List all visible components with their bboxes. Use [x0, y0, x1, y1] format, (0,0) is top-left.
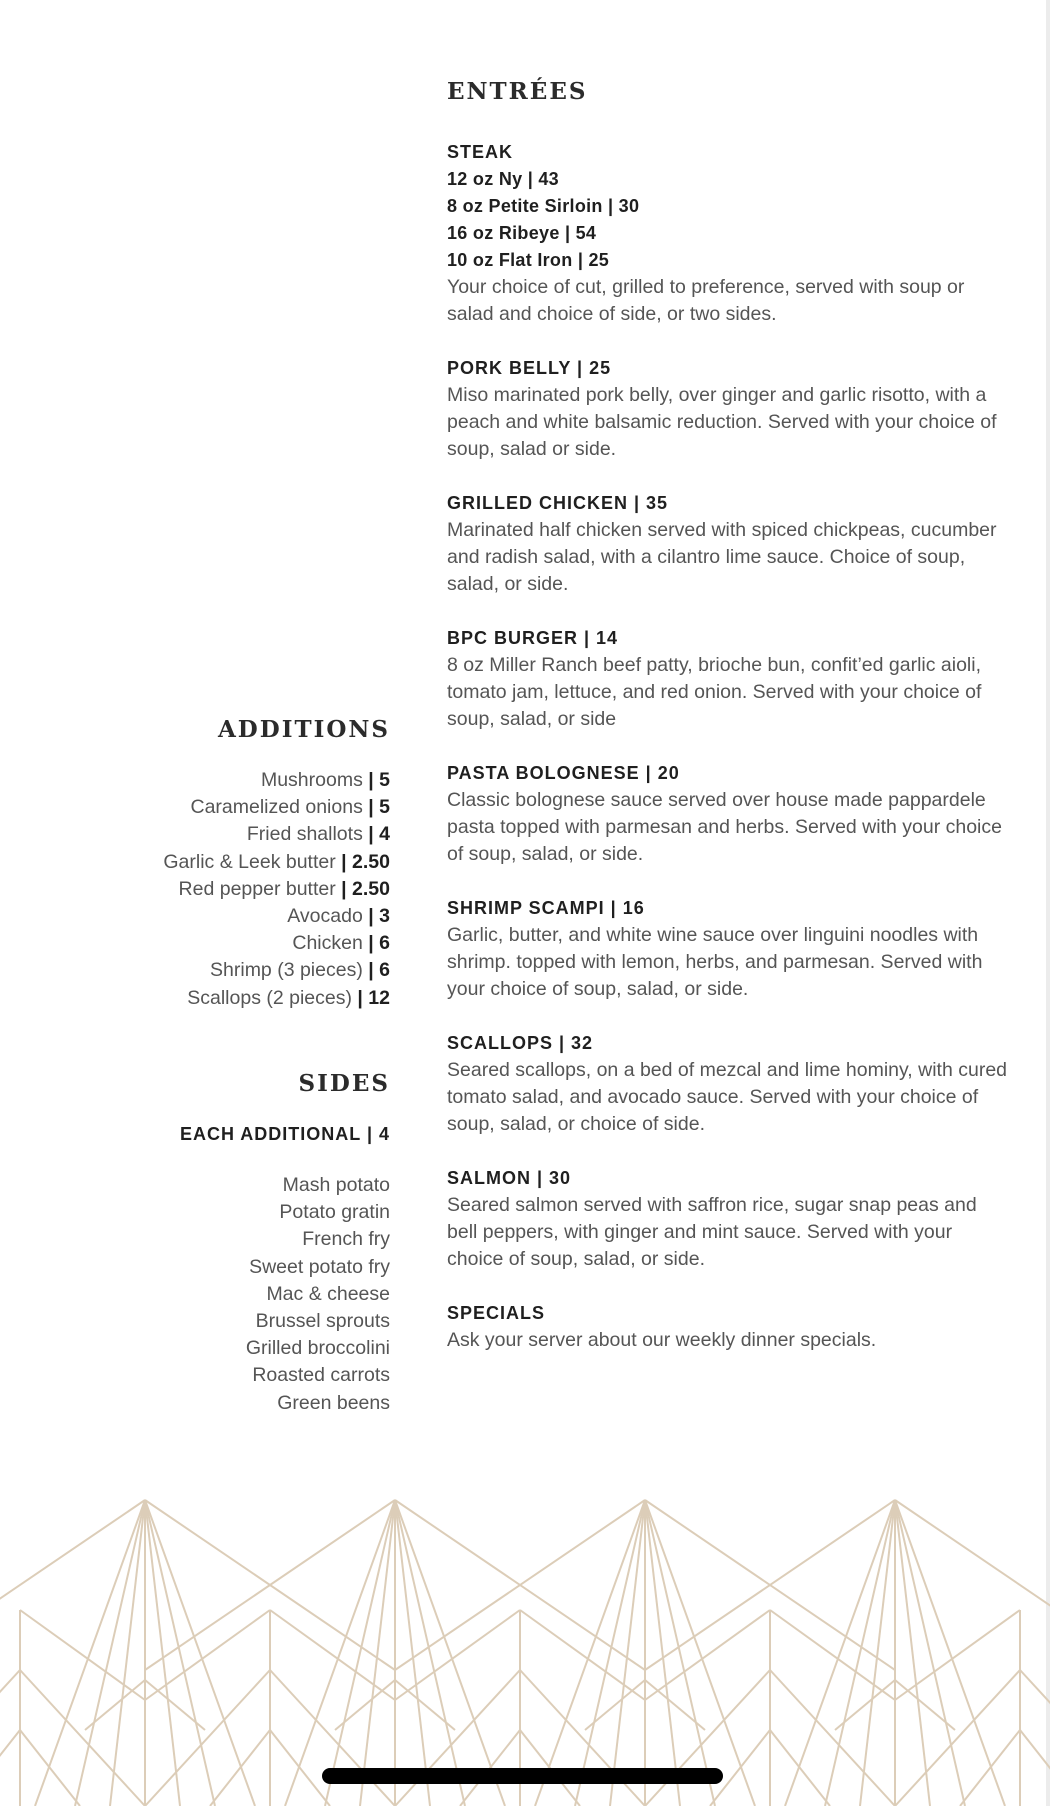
- steak-cut: 12 oz Ny | 43: [447, 169, 559, 189]
- side-item: Green beens: [277, 1391, 390, 1414]
- addition-name: Chicken: [292, 932, 363, 955]
- side-item: Potato gratin: [279, 1201, 390, 1224]
- item-title: SHRIMP SCAMPI | 16: [447, 898, 645, 918]
- pattern-stroke: [835, 1680, 895, 1730]
- pattern-stroke: [585, 1680, 645, 1730]
- addition-price: 2.50: [352, 850, 390, 873]
- pattern-stroke: [395, 1500, 465, 1806]
- pattern-stroke: [710, 1730, 770, 1806]
- item-description: Ask your server about our weekly dinner specials.: [447, 1329, 877, 1351]
- menu-item-pasta-bolognese: [447, 760, 1007, 868]
- addition-row: Avocado | 3: [287, 905, 390, 928]
- pattern-stroke: [520, 1610, 645, 1700]
- side-item: Brussel sprouts: [255, 1310, 390, 1333]
- pattern-stroke: [335, 1680, 395, 1730]
- each-additional-label: EACH ADDITIONAL | 4: [179, 1124, 390, 1144]
- pattern-stroke: [0, 1500, 145, 1670]
- steak-cut: 16 oz Ribeye | 54: [447, 223, 597, 243]
- pattern-stroke: [145, 1680, 205, 1730]
- home-indicator-bar: [322, 1768, 723, 1784]
- pattern-stroke: [645, 1680, 705, 1730]
- addition-name: Shrimp (3 pieces): [210, 959, 363, 982]
- pattern-stroke: [395, 1610, 520, 1700]
- addition-row: Shrimp (3 pieces) | 6: [210, 959, 390, 982]
- pattern-stroke: [825, 1500, 895, 1806]
- entrees-section: [447, 78, 1007, 1381]
- item-description: Miso marinated pork belly, over ginger and garlic risotto, with a peach and white balsamic reduction. Served with your choice of soup, salad or side.: [447, 384, 997, 460]
- steak-cut: 10 oz Flat Iron | 25: [447, 250, 610, 270]
- addition-row: Red pepper butter | 2.50: [178, 877, 390, 900]
- pattern-stroke: [325, 1500, 395, 1806]
- menu-item-grilled-chicken: [447, 490, 1007, 598]
- addition-name: Red pepper butter: [178, 877, 336, 900]
- item-description: Marinated half chicken served with spiced chickpeas, cucumber and radish salad, with a cilantro lime sauce. Choice of soup, salad, or side.: [447, 519, 997, 595]
- item-description: Seared salmon served with saffron rice, sugar snap peas and bell peppers, with ginger and mint sauce. Served with your choice of soup, salad, or side.: [447, 1194, 977, 1270]
- pattern-stroke: [20, 1730, 80, 1806]
- addition-name: Fried shallots: [246, 823, 363, 846]
- pattern-stroke: [770, 1730, 830, 1806]
- item-description: Seared scallops, on a bed of mezcal and lime hominy, with cured tomato salad, and avocado sauce. Served with your choice of soup, salad, or choice of side.: [447, 1059, 1008, 1135]
- pattern-lines: [0, 1500, 1050, 1806]
- menu-item-shrimp-scampi: [447, 895, 1007, 1003]
- addition-name: Caramelized onions: [190, 796, 363, 819]
- additions-section: [30, 716, 390, 1012]
- geometric-pattern: [0, 1490, 1050, 1806]
- item-title: BPC BURGER | 14: [447, 628, 619, 648]
- addition-name: Scallops (2 pieces): [187, 986, 352, 1009]
- menu-item-bpc-burger: [447, 625, 1007, 733]
- side-item: Mac & cheese: [266, 1282, 390, 1305]
- item-description: Your choice of cut, grilled to preference, served with soup or salad and choice of side, or two sides.: [447, 276, 965, 325]
- addition-name: Avocado: [287, 905, 363, 928]
- pattern-stroke: [210, 1730, 270, 1806]
- menu-item-pork-belly: [447, 355, 1007, 463]
- pattern-stroke: [20, 1610, 145, 1700]
- item-title: GRILLED CHICKEN | 35: [447, 493, 669, 513]
- pattern-stroke: [395, 1670, 520, 1806]
- addition-price: 6: [379, 932, 390, 955]
- additions-heading: ADDITIONS: [217, 716, 390, 743]
- pattern-stroke: [1020, 1670, 1050, 1806]
- addition-price: 12: [368, 986, 390, 1009]
- item-title: STEAK: [447, 142, 514, 162]
- sides-heading: SIDES: [298, 1070, 390, 1097]
- pattern-stroke: [895, 1610, 1020, 1700]
- item-title: SCALLOPS | 32: [447, 1033, 594, 1053]
- pattern-stroke: [395, 1680, 455, 1730]
- side-item: Sweet potato fry: [249, 1255, 390, 1278]
- pattern-stroke: [270, 1670, 395, 1806]
- pattern-stroke: [75, 1500, 145, 1806]
- pattern-stroke: [0, 1670, 20, 1806]
- steak-cut: 8 oz Petite Sirloin | 30: [447, 196, 640, 216]
- pattern-stroke: [895, 1500, 965, 1806]
- addition-price: 6: [379, 959, 390, 982]
- addition-row: Garlic & Leek butter | 2.50: [163, 850, 390, 873]
- pattern-stroke: [1020, 1730, 1050, 1806]
- item-description: Garlic, butter, and white wine sauce over linguini noodles with shrimp. topped with lemon, herbs, and parmesan. Served with your choice of soup, salad, or side.: [447, 924, 983, 1000]
- addition-row: Chicken | 6: [292, 932, 390, 955]
- pattern-stroke: [575, 1500, 645, 1806]
- sides-section: [30, 1070, 390, 1417]
- pattern-stroke: [145, 1610, 270, 1700]
- item-description: Classic bolognese sauce served over house made pappardele pasta topped with parmesan and herbs. Served with your choice of soup, salad, or side.: [447, 789, 1002, 865]
- pattern-stroke: [960, 1730, 1020, 1806]
- pattern-stroke: [145, 1670, 270, 1806]
- pattern-stroke: [770, 1670, 895, 1806]
- pattern-stroke: [0, 1730, 20, 1806]
- menu-item-steak: [447, 139, 1007, 328]
- side-item: French fry: [302, 1228, 390, 1251]
- addition-name: Garlic & Leek butter: [163, 850, 336, 873]
- item-title: SPECIALS: [447, 1303, 546, 1323]
- addition-row: Fried shallots | 4: [246, 823, 390, 846]
- addition-price: 5: [379, 769, 390, 791]
- side-item: Roasted carrots: [252, 1364, 390, 1387]
- pattern-stroke: [145, 1500, 215, 1806]
- side-item: Mash potato: [282, 1174, 390, 1196]
- pattern-stroke: [770, 1610, 895, 1700]
- menu-item-salmon: [447, 1165, 1007, 1273]
- addition-row: Scallops (2 pieces) | 12: [187, 986, 390, 1009]
- side-item: Grilled broccolini: [245, 1337, 390, 1360]
- pattern-stroke: [270, 1730, 330, 1806]
- pattern-stroke: [895, 1670, 1020, 1806]
- addition-name: Mushrooms: [260, 769, 363, 791]
- addition-row: Caramelized onions | 5: [190, 796, 390, 819]
- pattern-stroke: [270, 1610, 395, 1700]
- entrees-heading: ENTRÉES: [447, 78, 588, 105]
- addition-price: 2.50: [352, 877, 390, 900]
- item-description: 8 oz Miller Ranch beef patty, brioche bun, confit’ed garlic aioli, tomato jam, lettuce, and red onion. Served with your choice of soup, salad, or side: [447, 654, 982, 730]
- pattern-stroke: [895, 1680, 955, 1730]
- addition-price: 4: [379, 823, 390, 846]
- item-title: PORK BELLY | 25: [447, 358, 612, 378]
- pattern-stroke: [645, 1610, 770, 1700]
- item-title: PASTA BOLOGNESE | 20: [447, 763, 680, 783]
- pattern-stroke: [85, 1680, 145, 1730]
- item-title: SALMON | 30: [447, 1168, 572, 1188]
- addition-price: 5: [379, 796, 390, 819]
- addition-price: 3: [379, 905, 390, 928]
- addition-row: Mushrooms | 5: [260, 769, 390, 791]
- menu-item-specials: [447, 1300, 1007, 1354]
- pattern-stroke: [645, 1670, 770, 1806]
- pattern-stroke: [520, 1670, 645, 1806]
- pattern-stroke: [20, 1670, 145, 1806]
- pattern-stroke: [645, 1500, 715, 1806]
- menu-item-scallops: [447, 1030, 1007, 1138]
